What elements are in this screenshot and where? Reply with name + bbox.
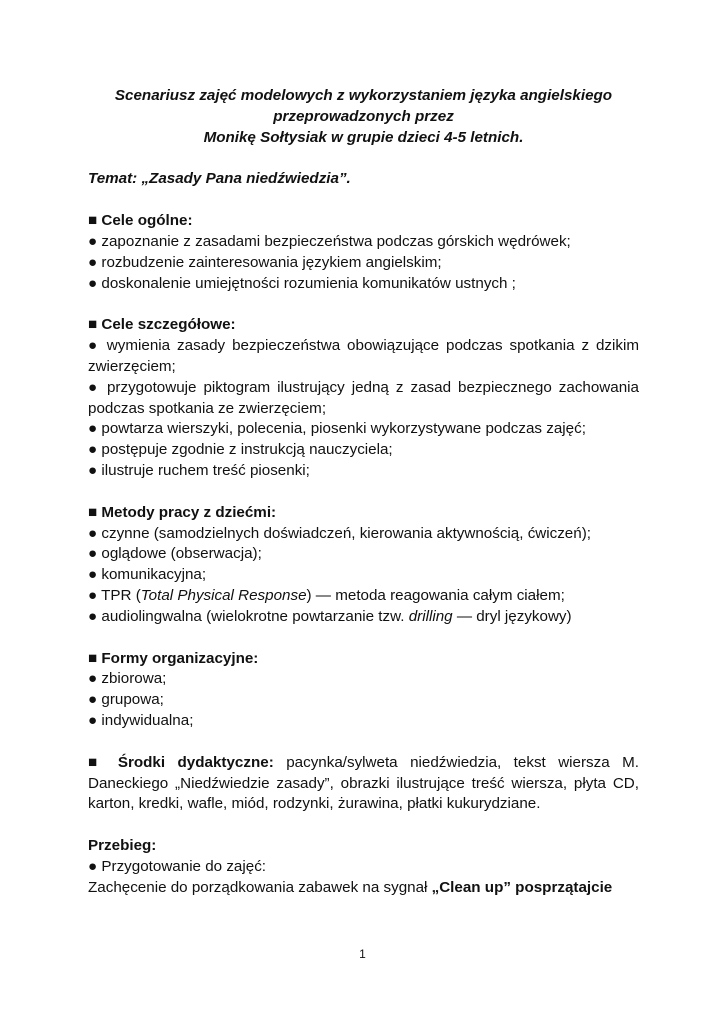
section-heading: ■ Cele ogólne:	[88, 212, 193, 230]
list-item: ● oglądowe (obserwacja);	[88, 545, 262, 563]
list-item: ● doskonalenie umiejętności rozumienia komunikatów ustnych ;	[88, 274, 516, 292]
section-heading: ■ Cele szczegółowe:	[88, 316, 236, 334]
methods-section	[88, 503, 639, 628]
materials-section	[88, 753, 639, 815]
paragraph-bold-text: „Clean up” posprzątajcie	[431, 878, 613, 896]
section-heading: ■ Formy organizacyjne:	[88, 649, 259, 667]
section-heading: ■ Środki dydaktyczne:	[88, 753, 274, 771]
list-item: ● czynne (samodzielnych doświadczeń, kierowania aktywnością, ćwiczeń);	[88, 524, 591, 542]
title-line: Scenariusz zajęć modelowych z wykorzystaniem języka angielskiego	[114, 87, 613, 104]
list-item: ● komunikacyjna;	[88, 566, 207, 584]
list-item: ● przygotowuje piktogram ilustrujący jedną z zasad bezpiecznego zachowania podczas spotkania ze zwierzęciem;	[88, 378, 639, 417]
list-item: ● rozbudzenie zainteresowania językiem angielskim;	[88, 253, 442, 271]
general-goals-section	[88, 211, 639, 294]
list-item: ● indywidualna;	[88, 711, 194, 729]
forms-section	[88, 649, 639, 732]
materials-text: pacynka/sylweta niedźwiedzia, tekst wiersza M. Daneckiego „Niedźwiedzie zasady”, obrazki ilustrujące treść wiersza, płyta CD, karton, kredki, wafle, miód, rodzynki, żurawina, płatki kukurydziane.	[88, 753, 639, 813]
list-item-italic: drilling	[408, 607, 453, 625]
title-line: przeprowadzonych przez	[273, 107, 454, 125]
list-item: ● grupowa;	[88, 691, 164, 709]
list-item-text: ● TPR (	[88, 586, 141, 604]
list-item: ● zapoznanie z zasadami bezpieczeństwa podczas górskich wędrówek;	[88, 232, 571, 250]
topic: Temat: „Zasady Pana niedźwiedzia”.	[88, 170, 351, 188]
list-item-text: ) — metoda reagowania całym ciałem;	[306, 586, 565, 604]
list-item: ● zbiorowa;	[88, 670, 167, 688]
document-page	[88, 86, 639, 899]
section-heading: ■ Metody pracy z dziećmi:	[88, 503, 277, 521]
list-item-italic: Total Physical Response	[140, 586, 307, 604]
course-heading: Przebieg:	[88, 837, 157, 855]
list-item: ● postępuje zgodnie z instrukcją nauczyciela;	[88, 441, 393, 459]
list-item-text: — dryl językowy)	[452, 607, 572, 625]
list-item	[88, 607, 639, 628]
list-item-text: ● audiolingwalna (wielokrotne powtarzanie tzw.	[88, 607, 409, 625]
list-item: ● powtarza wierszyki, polecenia, piosenki wykorzystywane podczas zajęć;	[88, 420, 586, 438]
course-paragraph	[88, 878, 639, 899]
list-item: ● ilustruje ruchem treść piosenki;	[88, 461, 310, 479]
list-item: ● wymienia zasady bezpieczeństwa obowiązujące podczas spotkania z dzikim zwierzęciem;	[88, 337, 639, 375]
list-item	[88, 586, 639, 607]
document-title	[88, 86, 639, 148]
title-line: Monikę Sołtysiak w grupie dzieci 4-5 letnich.	[203, 128, 524, 146]
specific-goals-section	[88, 315, 639, 481]
list-item: ● Przygotowanie do zajęć:	[88, 857, 267, 875]
page-number: 1	[359, 947, 366, 961]
paragraph-text: Zachęcenie do porządkowania zabawek na sygnał	[88, 878, 432, 896]
